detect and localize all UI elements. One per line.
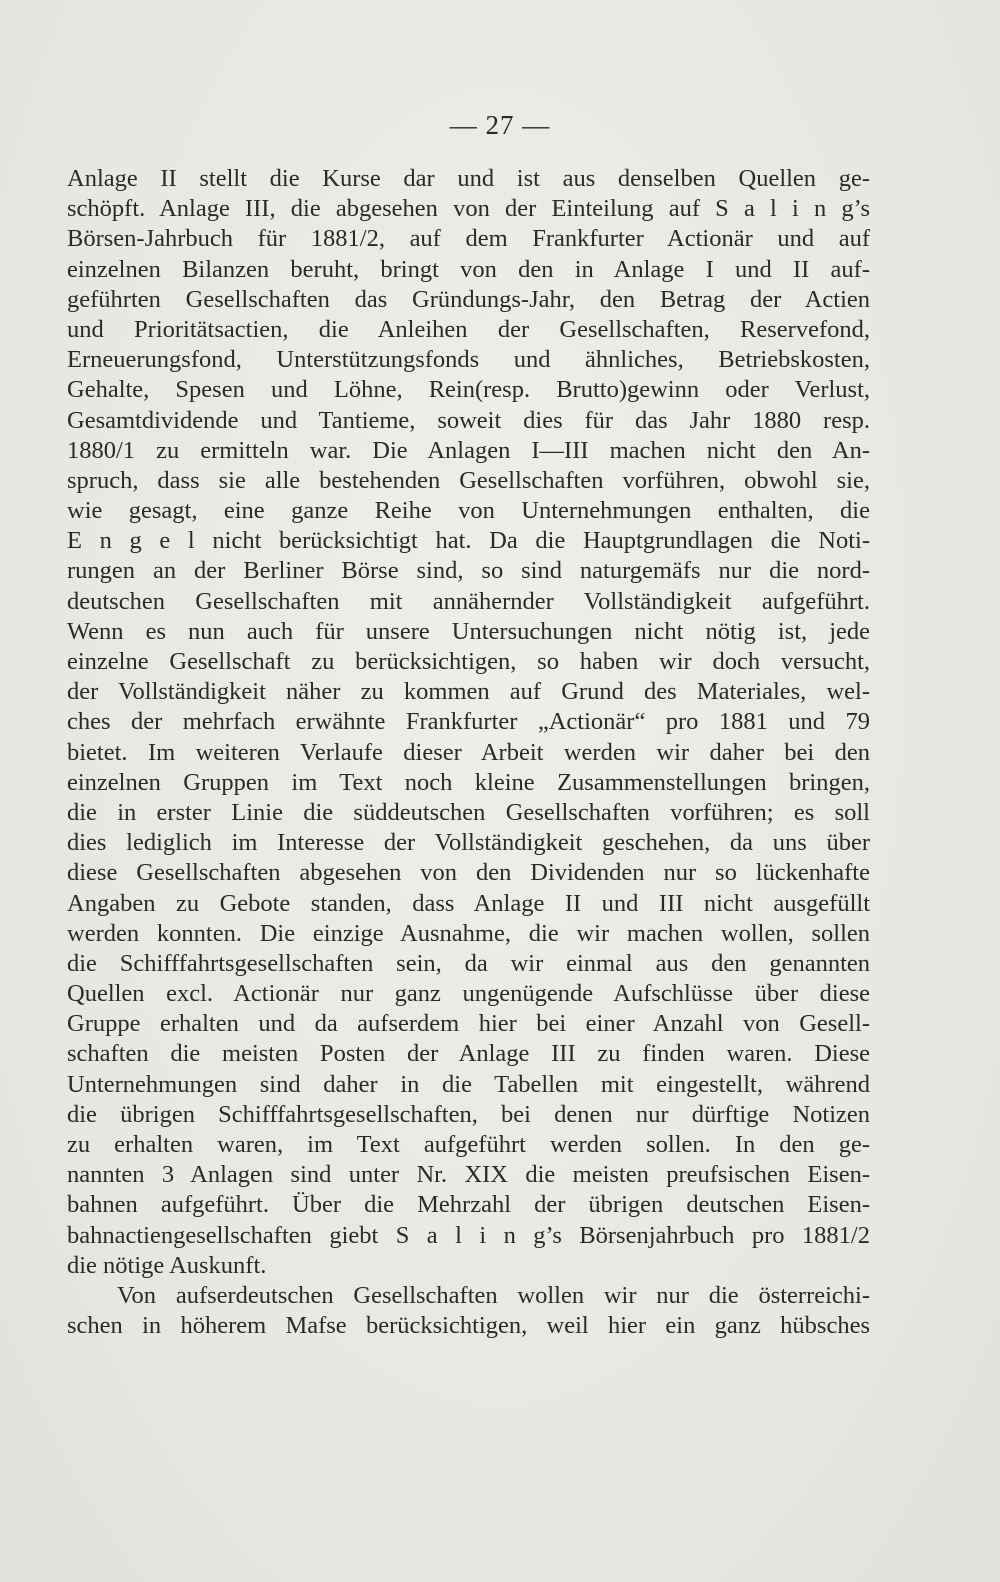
text-line: geführten Gesellschaften das Gründungs-Jahr, den Betrag der Actien bbox=[67, 285, 870, 313]
text-line: rungen an der Berliner Börse sind, so sind naturgemäfs nur die nord- bbox=[67, 557, 870, 585]
text-line: Wenn es nun auch für unsere Untersuchungen nicht nötig ist, jede bbox=[67, 617, 870, 645]
text-line: der Vollständigkeit näher zu kommen auf Grund des Materiales, wel- bbox=[67, 678, 870, 706]
text-line: die Schifffahrtsgesellschaften sein, da wir einmal aus den genannten bbox=[67, 949, 870, 977]
text-line: Angaben zu Gebote standen, dass Anlage II und III nicht ausgefüllt bbox=[67, 889, 870, 917]
text-line: Anlage II stellt die Kurse dar und ist aus denselben Quellen ge- bbox=[67, 165, 870, 192]
text-line: nannten 3 Anlagen sind unter Nr. XIX die meisten preufsischen Eisen- bbox=[67, 1161, 870, 1189]
text-line: Unternehmungen sind daher in die Tabellen mit eingestellt, während bbox=[67, 1070, 870, 1098]
text-line: schaften die meisten Posten der Anlage III zu finden waren. Diese bbox=[67, 1040, 870, 1068]
text-line: Quellen excl. Actionär nur ganz ungenügende Aufschlüsse über diese bbox=[67, 980, 870, 1008]
page-number: — 27 — bbox=[449, 110, 551, 140]
text-line: E n g e l nicht berücksichtigt hat. Da die Hauptgrundlagen die Noti- bbox=[67, 527, 870, 555]
text-line: bietet. Im weiteren Verlaufe dieser Arbeit werden wir daher bei den bbox=[67, 738, 870, 766]
text-line: die übrigen Schifffahrtsgesellschaften, bei denen nur dürftige Notizen bbox=[67, 1100, 870, 1128]
text-line: einzelnen Bilanzen beruht, bringt von den in Anlage I und II auf- bbox=[67, 255, 870, 283]
text-line: zu erhalten waren, im Text aufgeführt werden sollen. In den ge- bbox=[67, 1131, 870, 1158]
text-line: dies lediglich im Interesse der Vollständigkeit geschehen, da uns über bbox=[67, 829, 870, 857]
text-line: schöpft. Anlage III, die abgesehen von der Einteilung auf S a l i n g’s bbox=[67, 195, 870, 223]
text-line: Börsen-Jahrbuch für 1881/2, auf dem Frankfurter Actionär und auf bbox=[67, 225, 870, 253]
text-line: wie gesagt, eine ganze Reihe von Unternehmungen enthalten, die bbox=[67, 497, 870, 525]
text-line: Erneuerungsfond, Unterstützungsfonds und ähnliches, Betriebskosten, bbox=[67, 346, 870, 374]
text-line: Gruppe erhalten und da aufserdem hier bei einer Anzahl von Gesell- bbox=[67, 1010, 870, 1038]
text-line-paragraph-start: Von aufserdeutschen Gesellschaften wollen wir nur die österreichi- bbox=[117, 1281, 870, 1309]
text-line: einzelnen Gruppen im Text noch kleine Zusammenstellungen bringen, bbox=[67, 768, 870, 796]
text-line: die in erster Linie die süddeutschen Gesellschaften vorführen; es soll bbox=[67, 798, 870, 826]
text-line-paragraph-end: die nötige Auskunft. bbox=[67, 1251, 267, 1279]
text-line: 1880/1 zu ermitteln war. Die Anlagen I—III machen nicht den An- bbox=[67, 436, 870, 464]
text-line: bahnen aufgeführt. Über die Mehrzahl der übrigen deutschen Eisen- bbox=[67, 1191, 870, 1219]
body-text bbox=[67, 164, 870, 1341]
text-line: schen in höherem Mafse berücksichtigen, weil hier ein ganz hübsches bbox=[67, 1312, 870, 1340]
text-line: diese Gesellschaften abgesehen von den Dividenden nur so lückenhafte bbox=[67, 859, 870, 887]
text-line: ches der mehrfach erwähnte Frankfurter „Actionär“ pro 1881 und 79 bbox=[67, 708, 870, 736]
text-line: bahnactiengesellschaften giebt S a l i n g’s Börsenjahrbuch pro 1881/2 bbox=[67, 1221, 870, 1249]
text-line: werden konnten. Die einzige Ausnahme, die wir machen wollen, sollen bbox=[67, 919, 870, 947]
text-line: und Prioritätsactien, die Anleihen der Gesellschaften, Reservefond, bbox=[67, 315, 870, 343]
text-line: deutschen Gesellschaften mit annähernder Vollständigkeit aufgeführt. bbox=[67, 587, 870, 615]
text-line: einzelne Gesellschaft zu berücksichtigen, so haben wir doch versucht, bbox=[67, 648, 870, 675]
text-line: Gehalte, Spesen und Löhne, Rein(resp. Brutto)gewinn oder Verlust, bbox=[67, 376, 870, 404]
text-line: spruch, dass sie alle bestehenden Gesellschaften vorführen, obwohl sie, bbox=[67, 466, 870, 494]
text-line: Gesamtdividende und Tantieme, soweit dies für das Jahr 1880 resp. bbox=[67, 406, 870, 434]
